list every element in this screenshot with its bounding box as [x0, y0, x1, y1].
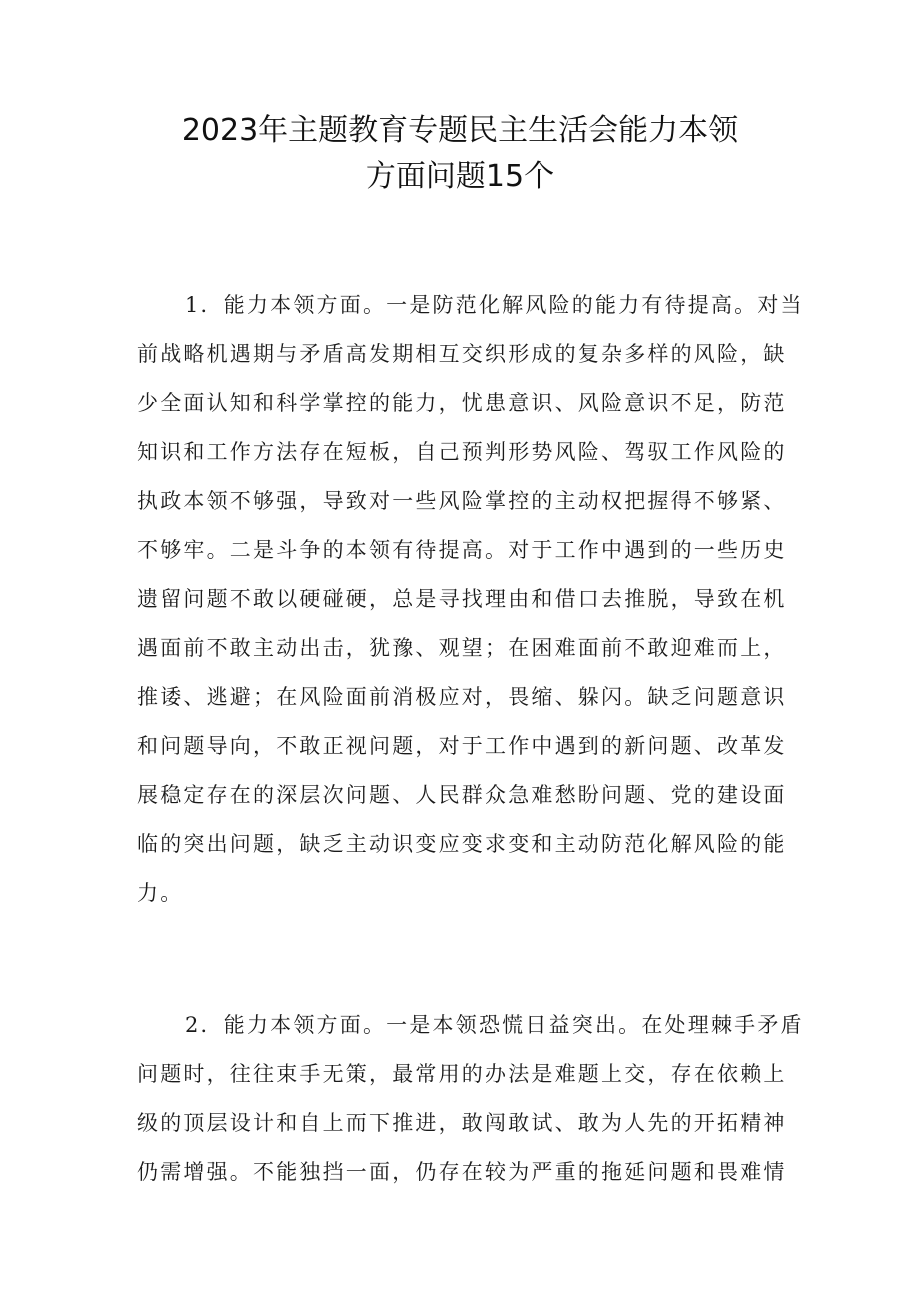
- text-line: 不够牢。二是斗争的本领有待提高。对于工作中遇到的一些历史: [137, 538, 787, 562]
- text-line: 少全面认知和科学掌控的能力，忧患意识、风险意识不足，防范: [137, 391, 787, 415]
- paragraph-2: [137, 1001, 804, 1197]
- text-line: 遇面前不敢主动出击，犹豫、观望；在困难面前不敢迎难而上，: [137, 636, 787, 660]
- text-line: 级的顶层设计和自上而下推进，敢闯敢试、敢为人先的开拓精神: [137, 1111, 787, 1135]
- text-line: 展稳定存在的深层次问题、人民群众急难愁盼问题、党的建设面: [137, 783, 787, 807]
- title-line: 方面问题15个: [365, 159, 555, 194]
- text-line: 1．能力本领方面。一是防范化解风险的能力有待提高。对当: [185, 293, 804, 317]
- text-line: 临的突出问题，缺乏主动识变应变求变和主动防范化解风险的能: [137, 832, 787, 856]
- text-line: 和问题导向，不敢正视问题，对于工作中遇到的新问题、改革发: [137, 734, 787, 758]
- text-line: 推诿、逃避；在风险面前消极应对，畏缩、躲闪。缺乏问题意识: [137, 685, 787, 709]
- text-line: 知识和工作方法存在短板，自己预判形势风险、驾驭工作风险的: [137, 440, 787, 464]
- text-line: 2．能力本领方面。一是本领恐慌日益突出。在处理棘手矛盾: [185, 1013, 804, 1037]
- text-line: 遗留问题不敢以硬碰硬，总是寻找理由和借口去推脱，导致在机: [137, 587, 787, 611]
- document-title: [0, 108, 920, 200]
- text-line: 仍需增强。不能独挡一面，仍存在较为严重的拖延问题和畏难情: [137, 1160, 787, 1184]
- text-line: 力。: [137, 881, 184, 905]
- text-line: 前战略机遇期与矛盾高发期相互交织形成的复杂多样的风险，缺: [137, 342, 787, 366]
- title-line: 2023年主题教育专题民主生活会能力本领: [181, 113, 739, 148]
- paragraph-1: [137, 281, 804, 918]
- text-line: 执政本领不够强，导致对一些风险掌控的主动权把握得不够紧、: [137, 489, 787, 513]
- text-line: 问题时，往往束手无策，最常用的办法是难题上交，存在依赖上: [137, 1062, 787, 1086]
